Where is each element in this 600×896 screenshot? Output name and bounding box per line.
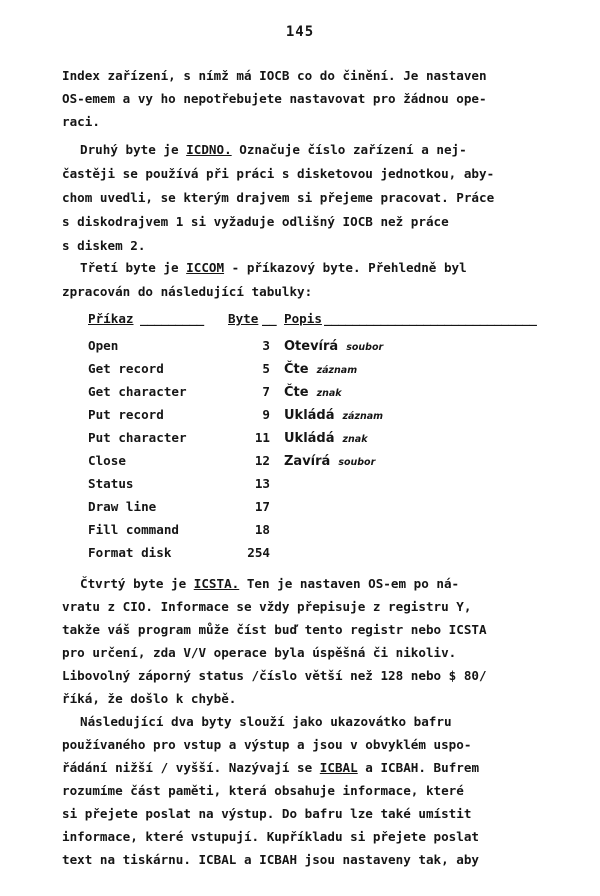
table-row bbox=[88, 545, 558, 567]
command-name: Fill command bbox=[88, 522, 179, 537]
command-name: Get record bbox=[88, 361, 164, 376]
text-span: řádání nižší / vyšší. Nazývají se bbox=[62, 760, 320, 775]
text-line bbox=[62, 260, 467, 275]
description-word: Čte bbox=[284, 385, 309, 400]
text-line: rozumíme část paměti, která obsahuje informace, které bbox=[62, 783, 464, 798]
text-line: zpracován do následující tabulky: bbox=[62, 284, 313, 299]
command-name: Format disk bbox=[88, 545, 172, 560]
header-divider: _________ bbox=[140, 311, 204, 326]
command-description bbox=[284, 338, 383, 354]
table-row bbox=[88, 338, 558, 360]
text-span: - příkazový byte. Přehledně byl bbox=[224, 260, 467, 275]
command-description bbox=[284, 453, 375, 469]
command-byte: 5 bbox=[262, 361, 270, 376]
command-name: Draw line bbox=[88, 499, 157, 514]
text-line: text na tiskárnu. ICBAL a ICBAH jsou nastaveny tak, aby bbox=[62, 852, 480, 867]
table-row bbox=[88, 384, 558, 406]
text-line: Libovolný záporný status /číslo větší než 128 nebo $ 80/ bbox=[62, 668, 487, 683]
command-byte: 9 bbox=[262, 407, 270, 422]
table-row bbox=[88, 499, 558, 521]
description-word: Otevírá bbox=[284, 339, 339, 354]
command-byte: 18 bbox=[254, 522, 270, 537]
text-line: vratu z CIO. Informace se vždy přepisuje z registru Y, bbox=[62, 599, 472, 614]
text-line: si přejete poslat na výstup. Do bafru lze také umístit bbox=[62, 806, 472, 821]
command-description bbox=[284, 384, 342, 400]
text-line: Následující dva byty slouží jako ukazovátko bafru bbox=[80, 714, 452, 729]
term-iccom: ICCOM bbox=[186, 260, 225, 275]
description-word: Ukládá bbox=[284, 408, 335, 423]
description-word: soubor bbox=[338, 457, 376, 468]
text-line: častěji se používá při práci s disketovou jednotkou, aby- bbox=[62, 166, 495, 181]
text-line: chom uvedli, se kterým drajvem si přejeme pracovat. Práce bbox=[62, 190, 495, 205]
text-line: říká, že došlo k chybě. bbox=[62, 691, 237, 706]
description-word: záznam bbox=[342, 411, 384, 422]
header-divider: ______________________________ bbox=[324, 311, 537, 326]
command-description bbox=[284, 430, 368, 446]
command-name: Put character bbox=[88, 430, 187, 445]
term-icdno: ICDNO. bbox=[186, 142, 232, 157]
text-span: Třetí byte je bbox=[80, 260, 187, 275]
table-row bbox=[88, 407, 558, 429]
header-divider: __ bbox=[262, 311, 277, 326]
text-line: pro určení, zda V/V operace byla úspěšná či nikoliv. bbox=[62, 645, 457, 660]
text-span: Druhý byte je bbox=[80, 142, 187, 157]
header-byte: Byte bbox=[228, 311, 259, 326]
text-span: Označuje číslo zařízení a nej- bbox=[231, 142, 467, 157]
description-word: soubor bbox=[346, 342, 384, 353]
text-line: s diskem 2. bbox=[62, 238, 146, 253]
text-span: Ten je nastaven OS-em po ná- bbox=[239, 576, 460, 591]
command-byte: 13 bbox=[254, 476, 270, 491]
command-description bbox=[284, 407, 383, 423]
description-word: Zavírá bbox=[284, 454, 331, 469]
text-line bbox=[62, 760, 479, 775]
table-row bbox=[88, 453, 558, 475]
command-byte: 7 bbox=[262, 384, 270, 399]
command-byte: 11 bbox=[254, 430, 270, 445]
command-byte: 3 bbox=[262, 338, 270, 353]
text-line bbox=[62, 142, 467, 157]
command-byte: 254 bbox=[247, 545, 270, 560]
header-description: Popis bbox=[284, 311, 322, 326]
text-line bbox=[62, 576, 459, 591]
description-word: znak bbox=[342, 434, 368, 445]
description-word: znak bbox=[316, 388, 342, 399]
table-row bbox=[88, 522, 558, 544]
command-name: Get character bbox=[88, 384, 187, 399]
header-command: Příkaz bbox=[88, 311, 134, 326]
command-name: Close bbox=[88, 453, 126, 468]
text-line: takže váš program může číst buď tento registr nebo ICSTA bbox=[62, 622, 487, 637]
command-byte: 12 bbox=[254, 453, 270, 468]
text-span: a ICBAH. Bufrem bbox=[357, 760, 480, 775]
command-name: Open bbox=[88, 338, 119, 353]
term-icsta: ICSTA. bbox=[193, 576, 240, 591]
command-byte: 17 bbox=[254, 499, 270, 514]
text-line: používaného pro vstup a výstup a jsou v obvyklém uspo- bbox=[62, 737, 472, 752]
text-line: OS-emem a vy ho nepotřebujete nastavovat pro žádnou ope- bbox=[62, 91, 487, 106]
command-name: Status bbox=[88, 476, 134, 491]
description-word: Ukládá bbox=[284, 431, 335, 446]
command-description bbox=[284, 361, 357, 377]
text-line: raci. bbox=[62, 114, 100, 129]
table-row bbox=[88, 361, 558, 383]
command-name: Put record bbox=[88, 407, 164, 422]
table-row bbox=[88, 476, 558, 498]
text-line: Index zařízení, s nímž má IOCB co do činění. Je nastaven bbox=[62, 68, 487, 83]
description-word: Čte bbox=[284, 362, 309, 377]
term-icbal: ICBAL bbox=[319, 760, 358, 775]
description-word: záznam bbox=[316, 365, 358, 376]
table-row bbox=[88, 430, 558, 452]
page-number: 145 bbox=[285, 24, 315, 40]
text-line: s diskodrajvem 1 si vyžaduje odlišný IOCB než práce bbox=[62, 214, 449, 229]
text-line: informace, které vstupují. Kupříkladu si přejete poslat bbox=[62, 829, 480, 844]
text-span: Čtvrtý byte je bbox=[80, 576, 194, 591]
